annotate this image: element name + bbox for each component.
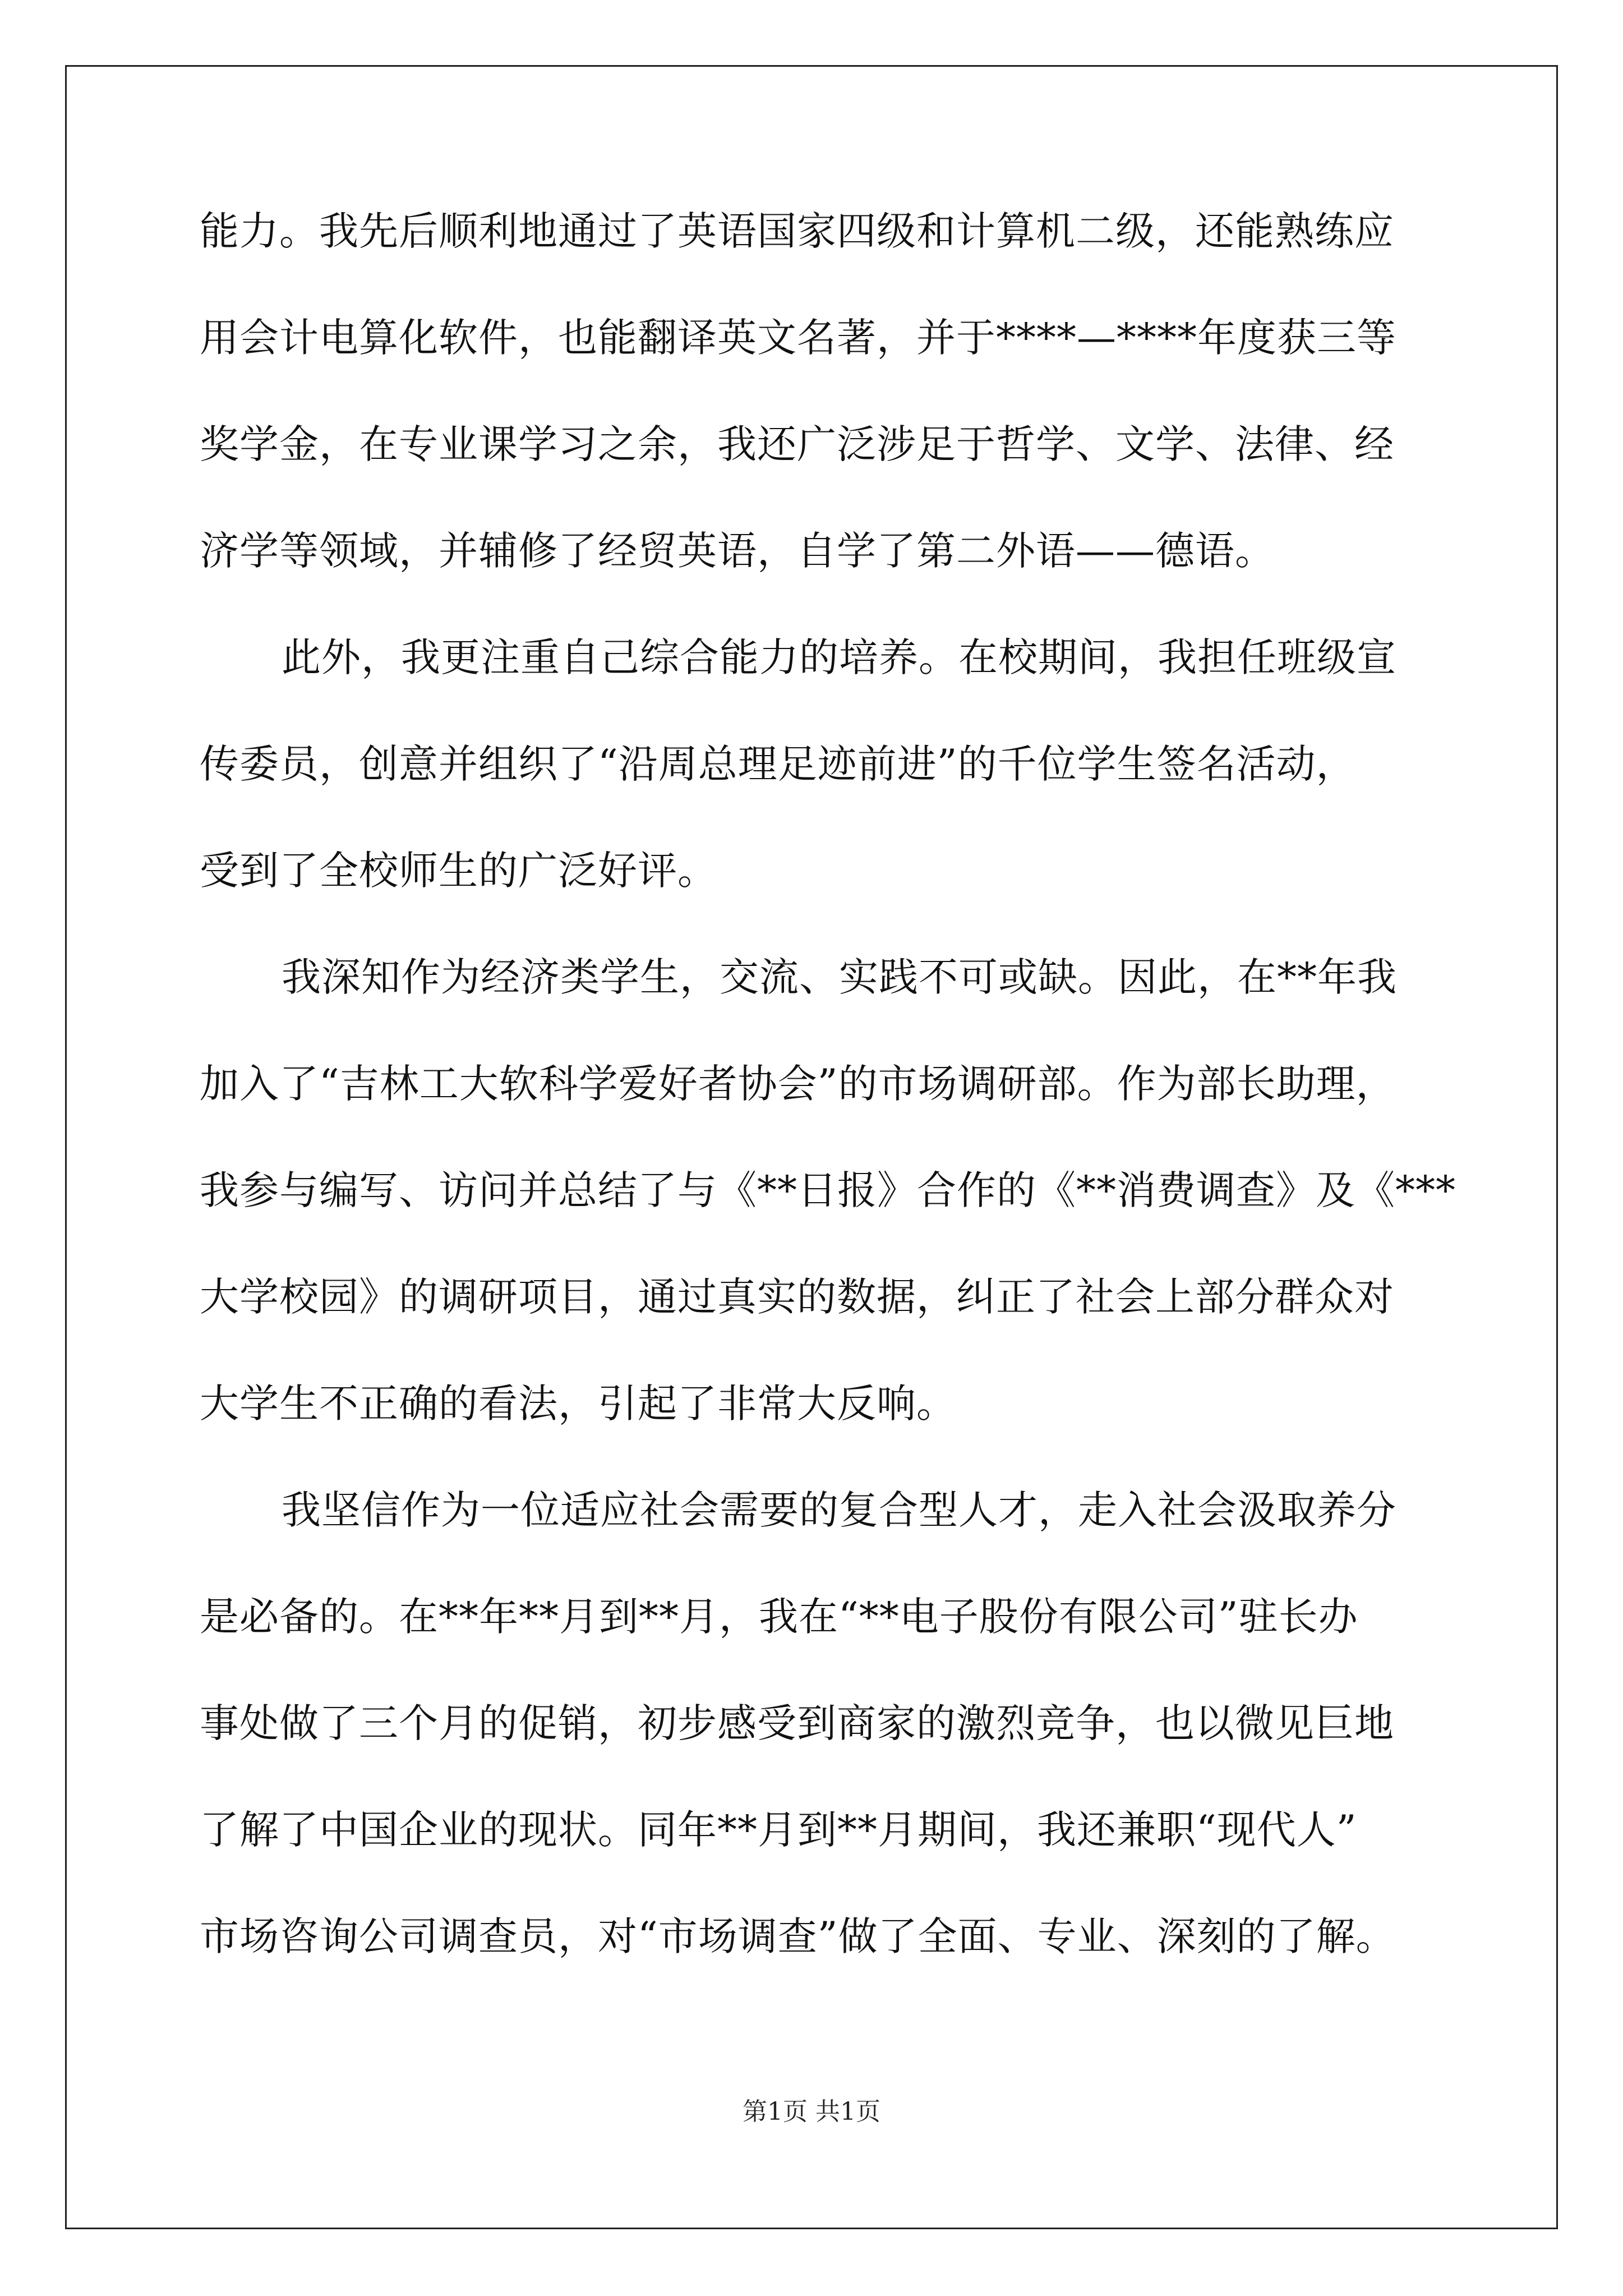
text-line: 加入了“吉林工大软科学爱好者协会”的市场调研部。作为部长助理， [200,1061,1396,1107]
text-line: 能力。我先后顺利地通过了英语国家四级和计算机二级，还能熟练应 [200,208,1394,254]
text-line: 大学生不正确的看法，引起了非常大反响。 [200,1381,956,1427]
text-line: 济学等领域，并辅修了经贸英语，自学了第二外语——德语。 [200,528,1275,574]
text-line: 了解了中国企业的现状。同年**月到**月期间，我还兼职“现代人” [200,1807,1357,1853]
text-line: 受到了全校师生的广泛好评。 [200,848,717,894]
text-line: 用会计电算化软件，也能翻译英文名著，并于****—****年度获三等 [200,315,1396,361]
text-line: 事处做了三个月的促销，初步感受到商家的激烈竞争，也以微见巨地 [200,1700,1394,1746]
page-footer: 第1页 共1页 [743,2097,880,2126]
text-line: 是必备的。在**年**月到**月，我在“**电子股份有限公司”驻长办 [200,1594,1358,1640]
paragraph-first-line: 此外，我更注重自己综合能力的培养。在校期间，我担任班级宣 [282,634,1396,680]
text-line: 奖学金，在专业课学习之余，我还广泛涉足于哲学、文学、法律、经 [200,421,1394,467]
text-line: 大学校园》的调研项目，通过真实的数据，纠正了社会上部分群众对 [200,1274,1394,1320]
text-line: 市场咨询公司调查员，对“市场调查”做了全面、专业、深刻的了解。 [200,1913,1396,1959]
paragraph-first-line: 我深知作为经济类学生，交流、实践不可或缺。因此，在**年我 [282,954,1397,1000]
text-line: 我参与编写、访问并总结了与《**日报》合作的《**消费调查》及《*** [200,1167,1456,1213]
paragraph-first-line: 我坚信作为一位适应社会需要的复合型人才，走入社会汲取养分 [282,1487,1396,1533]
text-line: 传委员，创意并组织了“沿周总理足迹前进”的千位学生签名活动， [200,741,1356,787]
